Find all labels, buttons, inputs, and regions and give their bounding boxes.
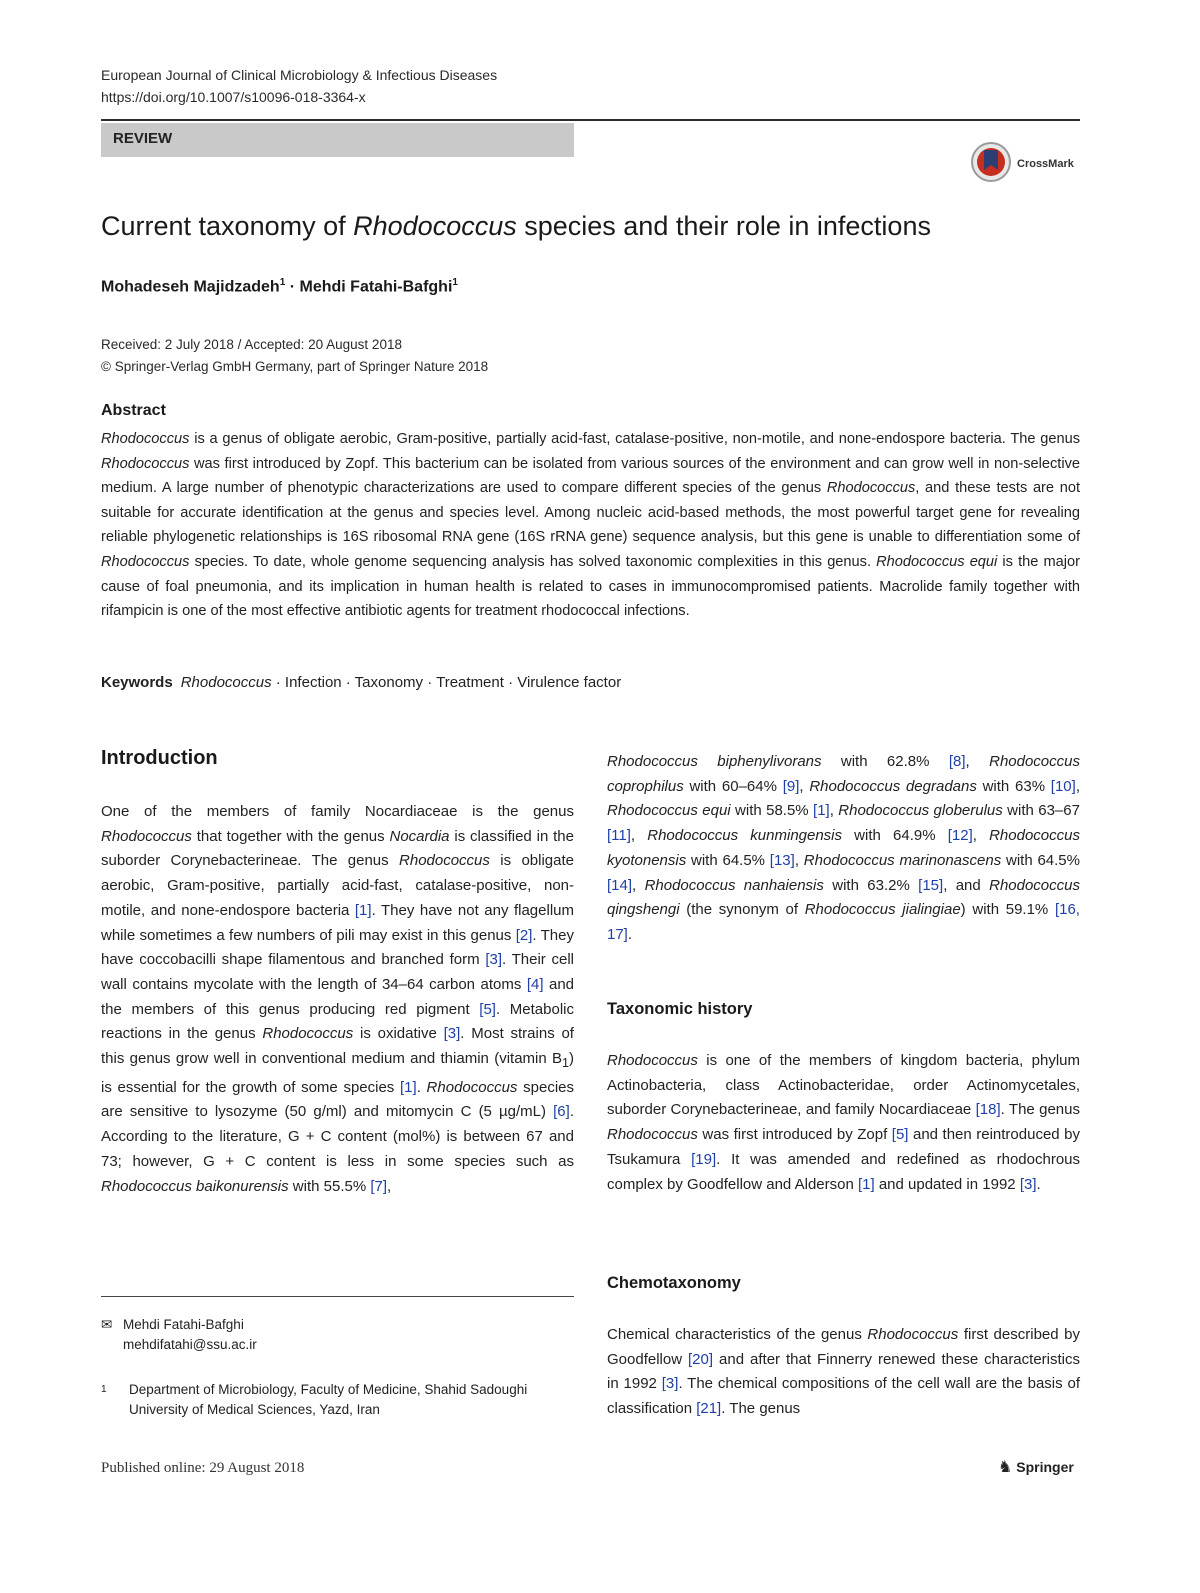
dates-block	[101, 334, 488, 378]
affil-number: 1	[101, 1384, 107, 1395]
header-rule	[101, 119, 1080, 121]
citation[interactable]: [1]	[857, 1175, 875, 1193]
citation[interactable]: [5]	[479, 1000, 496, 1018]
intro-paragraph: One of the members of family Nocardiaceae is the genus Rhodococcus that together with the genus Nocardia is classified in the suborder Corynebacterineae. The genus Rhodococcus is obligate aerobic, Gram-positive, partially acid-fast, catalase-positive, non-motile, and none-endospore bacteria [1]. They have not any flagellum while sometimes a few numbers of pili may exist in this genus [2]. They have coccobacilli shape filamentous and branched form [3]. Their cell wall contains mycolate with the length of 34–64 carbon atoms [4] and the members of this genus producing red pigment [5]. Metabolic reactions in the genus Rhodococcus is oxidative [3]. Most strains of this genus grow well in conventional medium and thiamin (vitamin $B_1$) is essential for the growth of some species [1]. Rhodococcus species are sensitive to lysozyme (50 g/ml) and mitomycin C (5 µg/mL) [6]. According to the literature, G + C content (mol%) is between 67 and 73; however, G + C content is less in some species such as Rhodococcus baikonurensis with 55.5% [7],	[101, 803, 575, 1195]
citation[interactable]: [9]	[782, 777, 800, 795]
published-online: Published online: 29 August 2018	[101, 1460, 305, 1476]
abstract-text: Rhodococcus is a genus of obligate aerobic, Gram-positive, partially acid-fast, catalase-positive, non-motile, and none-endospore bacteria. The genus Rhodococcus was first introduced by Zopf. This bacterium can be isolated from various sources of the environment and can grow well in non-selective medium. A large number of phenotypic characterizations are used to compare different species of the genus Rhodococcus, and these tests are not suitable for accurate identification at the genus and species level. Among nucleic acid-based methods, the most powerful target gene for revealing reliable phylogenetic relationships is 16S ribosomal RNA gene (16S rRNA gene) sequence analysis, but this gene is unable to differentiation some of Rhodococcus species. To date, whole genome sequencing analysis has solved taxonomic complexities in this genus. Rhodococcus equi is the major cause of foal pneumonia, and its implication in human health is related to cases in immunocompromised patients. Macrolide family together with rifampicin is one of the most effective antibiotic agents for treatment rhodococcal infections.	[101, 431, 1081, 620]
citation[interactable]: [1]	[813, 802, 830, 820]
chemotaxonomy-paragraph: Chemical characteristics of the genus Rhodococcus first described by Goodfellow [20] and after that Finnerry renewed these characteristics in 1992 [3]. The chemical compositions of the cell wall are the basis of classification [21]. The genus	[607, 1326, 1080, 1418]
citation[interactable]: [3]	[443, 1025, 461, 1043]
keywords: Keywords Rhodococcus · Infection · Taxonomy · Treatment · Virulence factor	[101, 674, 622, 691]
citation[interactable]: [7]	[370, 1177, 388, 1195]
affil-line-2: University of Medical Sciences, Yazd, Iran	[129, 1402, 380, 1417]
species-gc-list: Rhodococcus biphenylivorans with 62.8% [8], Rhodococcus coprophilus with 60–64% [9], Rhodococcus degradans with 63% [10], Rhodococcus equi with 58.5% [1], Rhodococcus globerulus with 63–67 [11], Rhodococcus kunmingensis with 64.9% [12], Rhodococcus kyotonensis with 64.5% [13], Rhodococcus marinonascens with 64.5% [14], Rhodococcus nanhaiensis with 63.2% [15], and Rhodococcus qingshengi (the synonym of Rhodococcus jialingiae) with 59.1% [16, 17].	[607, 753, 1080, 943]
affil-sup-2: 1	[452, 277, 458, 288]
section-label: REVIEW	[113, 130, 173, 147]
citation[interactable]: [3]	[661, 1375, 679, 1393]
intro-heading: Introduction	[101, 747, 218, 769]
citation[interactable]: [16, 17]	[607, 901, 1080, 943]
author-2[interactable]: Mehdi Fatahi-Bafghi	[299, 278, 453, 296]
author-1[interactable]: Mohadeseh Majidzadeh	[101, 278, 280, 296]
citation[interactable]: [1]	[354, 901, 372, 919]
publisher-name: Springer	[1016, 1459, 1074, 1475]
keywords-label: Keywords	[101, 674, 173, 691]
citation[interactable]: [2]	[515, 926, 533, 944]
crossmark-label: CrossMark	[1017, 158, 1074, 170]
citation[interactable]: [14]	[607, 876, 633, 894]
section-label-box	[101, 123, 574, 157]
copyright: © Springer-Verlag GmbH Germany, part of Springer Nature 2018	[101, 359, 489, 374]
footnote-rule	[101, 1296, 574, 1297]
citation[interactable]: [8]	[948, 753, 966, 770]
received-accepted: Received: 2 July 2018 / Accepted: 20 August 2018	[101, 337, 402, 352]
citation[interactable]: [20]	[688, 1350, 714, 1368]
journal-header	[101, 64, 497, 108]
taxonomic-history-heading: Taxonomic history	[607, 1000, 753, 1018]
citation[interactable]: [19]	[691, 1150, 717, 1168]
citation[interactable]: [6]	[553, 1103, 570, 1121]
envelope-icon: ✉	[101, 1317, 113, 1332]
abstract-heading: Abstract	[101, 402, 166, 419]
citation[interactable]: [10]	[1050, 777, 1076, 795]
doi-link[interactable]: https://doi.org/10.1007/s10096-018-3364-x	[101, 89, 366, 105]
contact-email[interactable]: mehdifatahi@ssu.ac.ir	[123, 1337, 257, 1352]
citation[interactable]: [13]	[769, 851, 795, 869]
corresponding-author	[101, 1315, 257, 1355]
springer-horse-icon: ♞	[998, 1459, 1013, 1476]
citation[interactable]: [1]	[400, 1078, 417, 1096]
author-list	[101, 277, 458, 296]
taxonomic-history-paragraph: Rhodococcus is one of the members of kingdom bacteria, phylum Actinobacteria, class Actinobacteridae, order Actinomycetales, suborder Corynebacterineae, and family Nocardiaceae [18]. The genus Rhodococcus was first introduced by Zopf [5] and then reintroduced by Tsukamura [19]. It was amended and redefined as rhodochrous complex by Goodfellow and Alderson [1] and updated in 1992 [3].	[607, 1052, 1081, 1193]
crossmark-badge[interactable]	[971, 140, 1086, 186]
citation[interactable]: [12]	[947, 827, 973, 845]
affiliation	[101, 1380, 527, 1420]
citation[interactable]: [21]	[696, 1400, 722, 1418]
crossmark-icon	[971, 140, 1086, 186]
affil-line-1: Department of Microbiology, Faculty of Medicine, Shahid Sadoughi	[129, 1382, 528, 1397]
contact-name: Mehdi Fatahi-Bafghi	[123, 1317, 244, 1332]
citation[interactable]: [3]	[1019, 1175, 1037, 1193]
citation[interactable]: [3]	[485, 951, 502, 969]
citation[interactable]: [4]	[526, 975, 544, 993]
citation[interactable]: [5]	[891, 1126, 909, 1144]
article-title: Current taxonomy of Rhodococcus species and their role in infections	[101, 211, 931, 241]
publisher-logo	[998, 1457, 1074, 1477]
citation[interactable]: [18]	[975, 1101, 1001, 1119]
citation[interactable]: [15]	[918, 876, 944, 894]
author-separator: ·	[289, 278, 296, 296]
journal-name: European Journal of Clinical Microbiology & Infectious Diseases	[101, 67, 498, 83]
citation[interactable]: [11]	[607, 827, 631, 845]
affil-sup-1: 1	[279, 277, 286, 288]
chemotaxonomy-heading: Chemotaxonomy	[607, 1274, 741, 1292]
